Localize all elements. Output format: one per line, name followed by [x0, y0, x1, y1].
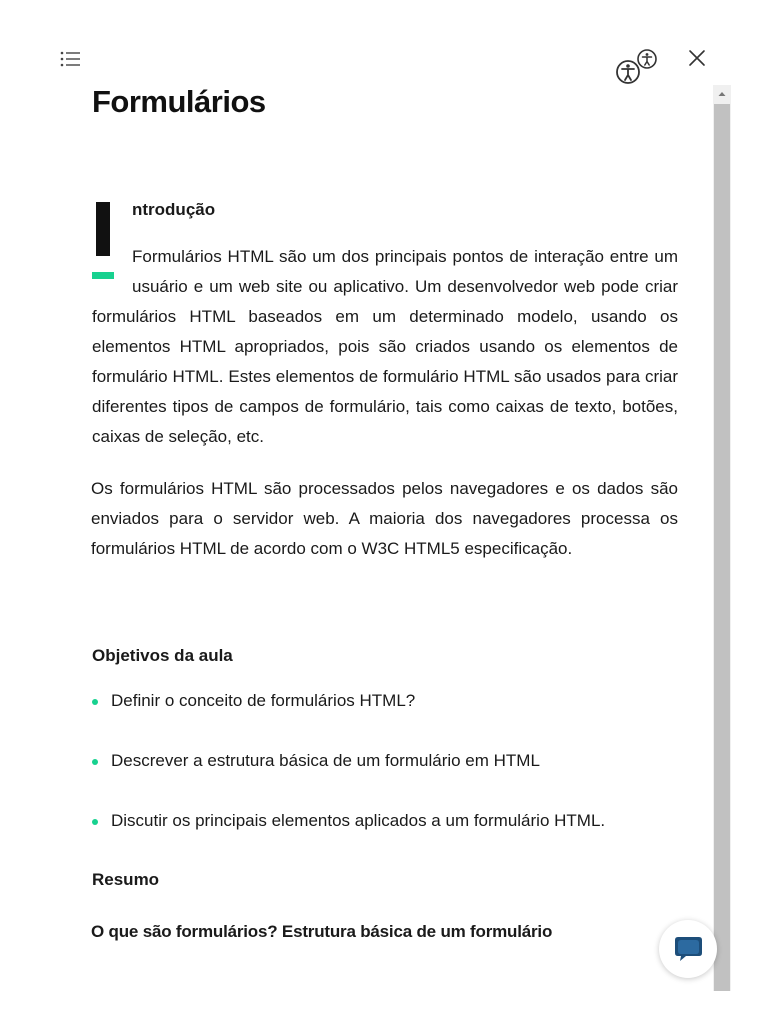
objectives-list: [92, 690, 678, 870]
summary-heading: Resumo: [92, 870, 160, 889]
caret-up-icon: [713, 85, 731, 103]
list-item: [92, 750, 678, 810]
scrollbar[interactable]: [713, 85, 731, 991]
scroll-up-button[interactable]: [713, 85, 731, 103]
bullet-dot-icon: [92, 759, 98, 765]
top-bar: [0, 0, 768, 90]
page-title: Formulários: [92, 84, 266, 119]
introduction-heading: ntrodução: [132, 200, 216, 219]
bullet-dot-icon: [92, 699, 98, 705]
intro-paragraph-2: Os formulários HTML são processados pelos navegadores e os dados são enviados para o servidor web. A maioria dos navegadores processa os formulários HTML de acordo com o W3C HTML5 especificação.: [91, 479, 678, 558]
objective-text: Descrever a estrutura básica de um formulário em HTML: [111, 751, 540, 770]
introduction-section: [92, 200, 678, 564]
list-item: [92, 810, 678, 870]
article-content: [92, 80, 678, 944]
scrollbar-thumb[interactable]: [714, 104, 730, 991]
objective-text: Definir o conceito de formulários HTML?: [111, 691, 416, 710]
section-heading: O que são formulários? Estrutura básica de um formulário: [91, 922, 553, 941]
chat-bubble-icon: [672, 934, 704, 964]
list-icon[interactable]: [60, 50, 82, 68]
objective-text: Discutir os principais elementos aplicados a um formulário HTML.: [111, 811, 606, 830]
intro-paragraph: Formulários HTML são um dos principais pontos de interação entre um usuário e um web site ou aplicativo. Um desenvolvedor web pode criar formulários HTML baseados em um determinado modelo, usando os elementos HTML apropriados, pois são criados usando os elementos de formulário HTML. Estes elementos de formulário HTML são usados para criar diferentes tipos de campos de formulário, tais como caixas de texto, botões, caixas de seleção, etc.: [92, 247, 678, 446]
list-item: [92, 690, 678, 750]
close-icon[interactable]: [688, 49, 706, 67]
objectives-heading: Objetivos da aula: [92, 646, 233, 665]
chat-button[interactable]: [659, 920, 717, 978]
bullet-dot-icon: [92, 819, 98, 825]
